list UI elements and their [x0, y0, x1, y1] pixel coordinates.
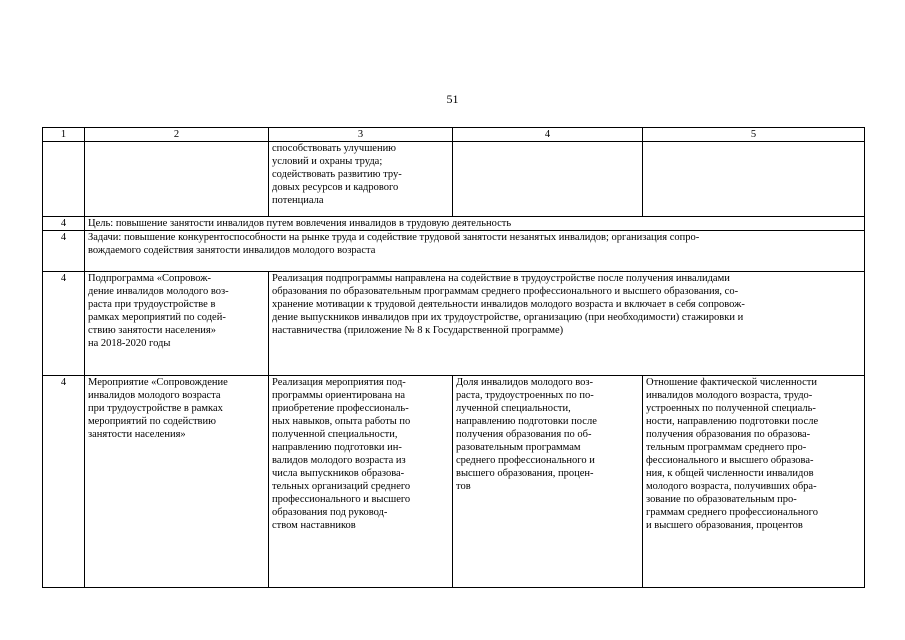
column-header-1: 1 [43, 128, 85, 142]
tasks-text: Задачи: повышение конкурентоспособности на рынке труда и содействие трудовой занятости незанятых инвалидов; организация сопро- вождаемого содействия занятости инвалидов молодого возраста [88, 232, 700, 256]
goal-text: Цель: повышение занятости инвалидов путем вовлечения инвалидов в трудовую деятельность [88, 218, 512, 229]
table-row-goal [43, 217, 865, 231]
event-name: Мероприятие «Сопровождение инвалидов молодого возраста при трудоустройстве в рамках мероприятий по содействию занятости населения» [88, 377, 228, 440]
column-header-5: 5 [643, 128, 865, 142]
column-header-4: 4 [453, 128, 643, 142]
row-number: 4 [43, 376, 85, 588]
row-number: 4 [43, 231, 85, 272]
event-description: Реализация мероприятия под- программы ориентирована на приобретение профессиональ- ных навыков, опыта работы по полученной специальности, направлению подготовки ин- валидов молодого возраста из числа выпускников образова- тельных организаций среднего профессионального и высшего образования под руковод- ством наставников [272, 377, 411, 531]
row-number: 4 [43, 217, 85, 231]
column-header-3: 3 [269, 128, 453, 142]
subprogram-name: Подпрограмма «Сопровож- дение инвалидов молодого воз- раста при трудоустройстве в рамках мероприятий по содей- ствию занятости населения» на 2018-2020 годы [88, 273, 229, 349]
table-row-event [43, 376, 865, 588]
row-number: 4 [43, 272, 85, 376]
table-row-continuation [43, 142, 865, 217]
event-indicator: Доля инвалидов молодого воз- раста, трудоустроенных по по- лученной специальности, направлению подготовки после получения образования по об- разовательным программам среднего профессионального и высшего образования, процен- тов [456, 377, 597, 492]
subprogram-description: Реализация подпрограммы направлена на содействие в трудоустройстве после получения инвалидами образования по образовательным программам среднего профессионального и высшего образования, со- хранение мотивации к трудовой деятельности инвалидов молодого возраста и включает в себя сопровож- дение выпускников инвалидов при их трудоустройстве, организацию (при необходимости) стажировки и наставничества (приложение № 8 к Государственной программе) [272, 273, 745, 336]
program-table [42, 127, 865, 588]
table-row-tasks [43, 231, 865, 272]
column-header-2: 2 [85, 128, 269, 142]
event-formula: Отношение фактической численности инвалидов молодого возраста, трудо- устроенных по полученной специаль- ности, направлению подготовки после получения образования по образова- тельным программам среднего про- фессионального и высшего образова- ния, к общей численности инвалидов молодого возраста, получивших обра- зование по образовательным про- граммам среднего профессионального и высшего образования, процентов [646, 377, 819, 531]
table-row-subprogram [43, 272, 865, 376]
page-number: 51 [446, 92, 459, 106]
header-row [43, 128, 865, 142]
continuation-text: способствовать улучшению условий и охраны труда; содействовать развитию тру- довых ресурсов и кадрового потенциала [272, 143, 402, 206]
